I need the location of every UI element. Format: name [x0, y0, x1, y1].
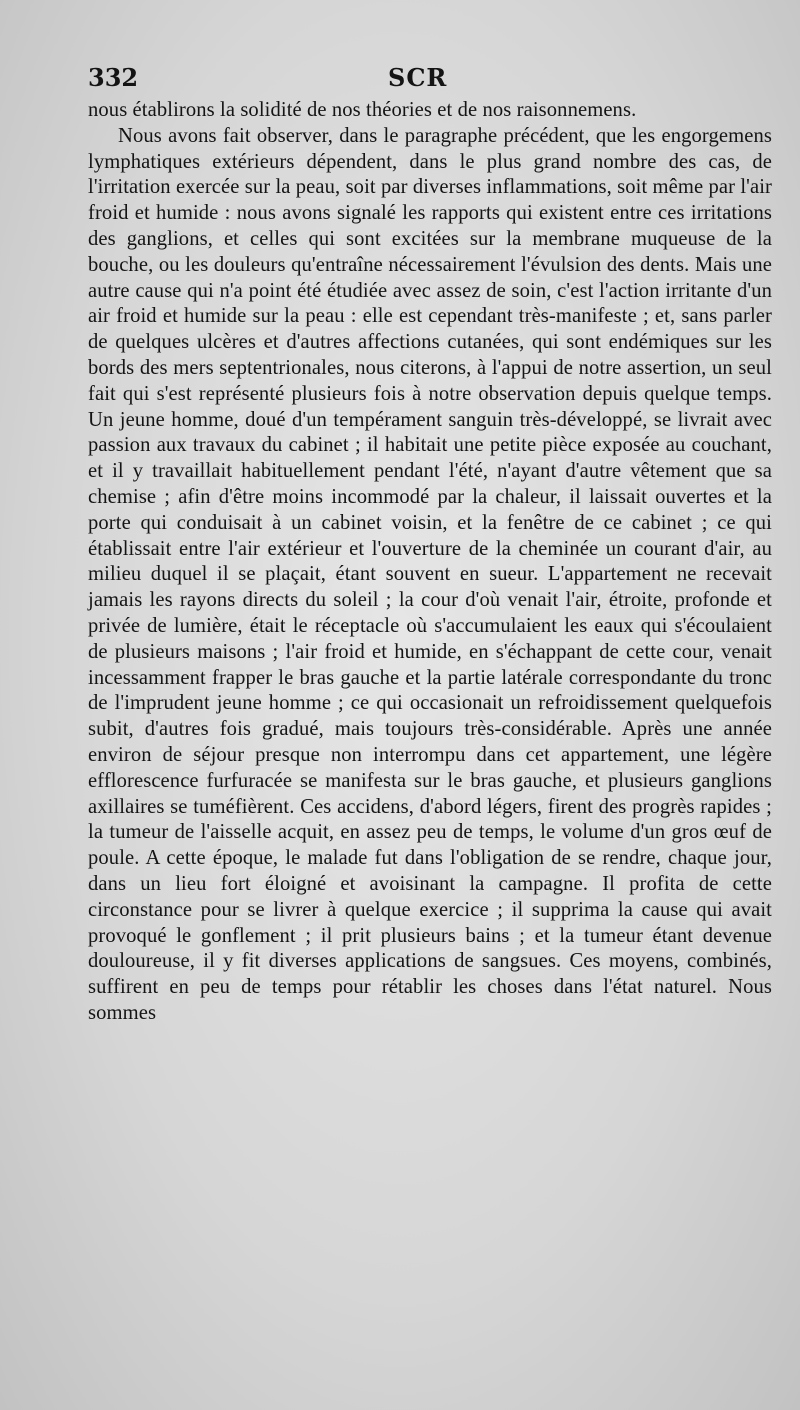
paragraph: Nous avons fait observer, dans le paragraphe précédent, que les engorgemens lymphatiques extérieurs dépendent, dans le plus grand nombre des cas, de l'irritation exercée sur la peau, soit par diverses inflammations, soit même par l'air froid et humide : nous avons signalé les rapports qui existent entre ces irritations des ganglions, et celles qui sont excitées sur la membrane muqueuse de la bouche, ou les douleurs qu'entraîne nécessairement l'évulsion des dents. Mais une autre cause qui n'a point été étudiée avec assez de soin, c'est l'action irritante d'un air froid et humide sur la peau : elle est cependant très-manifeste ; et, sans parler de quelques ulcères et d'autres affections cutanées, qui sont endémiques sur les bords des mers septentrionales, nous citerons, à l'appui de notre assertion, un seul fait qui s'est représenté plusieurs fois à notre observation depuis quelque temps. Un jeune homme, doué d'un tempérament sanguin très-développé, se livrait avec passion aux travaux du cabinet ; il habitait une petite pièce exposée au couchant, et il y travaillait habituellement pendant l'été, n'ayant d'autre vêtement que sa chemise ; afin d'être moins incommodé par la chaleur, il laissait ouvertes et la porte qui conduisait à un cabinet voisin, et la fenêtre de ce cabinet ; ce qui établissait entre l'air extérieur et l'ouverture de la cheminée un courant d'air, au milieu duquel il se plaçait, étant souvent en sueur. L'appartement ne recevait jamais les rayons directs du soleil ; la cour d'où venait l'air, étroite, profonde et privée de lumière, était le réceptacle où s'accumulaient les eaux qui s'écoulaient de plusieurs maisons ; l'air froid et humide, en s'échappant de cette cour, venait incessamment frapper le bras gauche et la partie latérale correspondante du tronc de l'imprudent jeune homme ; ce qui occasionait un refroidissement quelquefois subit, d'autres fois gradué, mais toujours très-considérable. Après une année environ de séjour presque non interrompu dans cet appartement, une légère efflorescence furfuracée se manifesta sur le bras gauche, et plusieurs ganglions axillaires se tuméfièrent. Ces accidens, d'abord légers, firent des progrès rapides ; la tumeur de l'aisselle acquit, en assez peu de temps, le volume d'un gros œuf de poule. A cette époque, le malade fut dans l'obligation de se rendre, chaque jour, dans un lieu fort éloigné et avoisinant la campagne. Il profita de cette circonstance pour se livrer à quelque exercice ; il supprima la cause qui avait provoqué le gonflement ; il prit plusieurs bains ; et la tumeur étant devenue douloureuse, il y fit diverses applications de sangsues. Ces moyens, combinés, suffirent en peu de temps pour rétablir les choses dans l'état naturel. Nous sommes [88, 124, 772, 1024]
paragraph-continuation: nous établirons la solidité de nos théories et de nos raisonnemens. [88, 99, 637, 121]
running-head [88, 58, 772, 98]
body-text [88, 98, 772, 1027]
page-number: 332 [88, 63, 139, 92]
running-title: SCR [388, 63, 448, 92]
